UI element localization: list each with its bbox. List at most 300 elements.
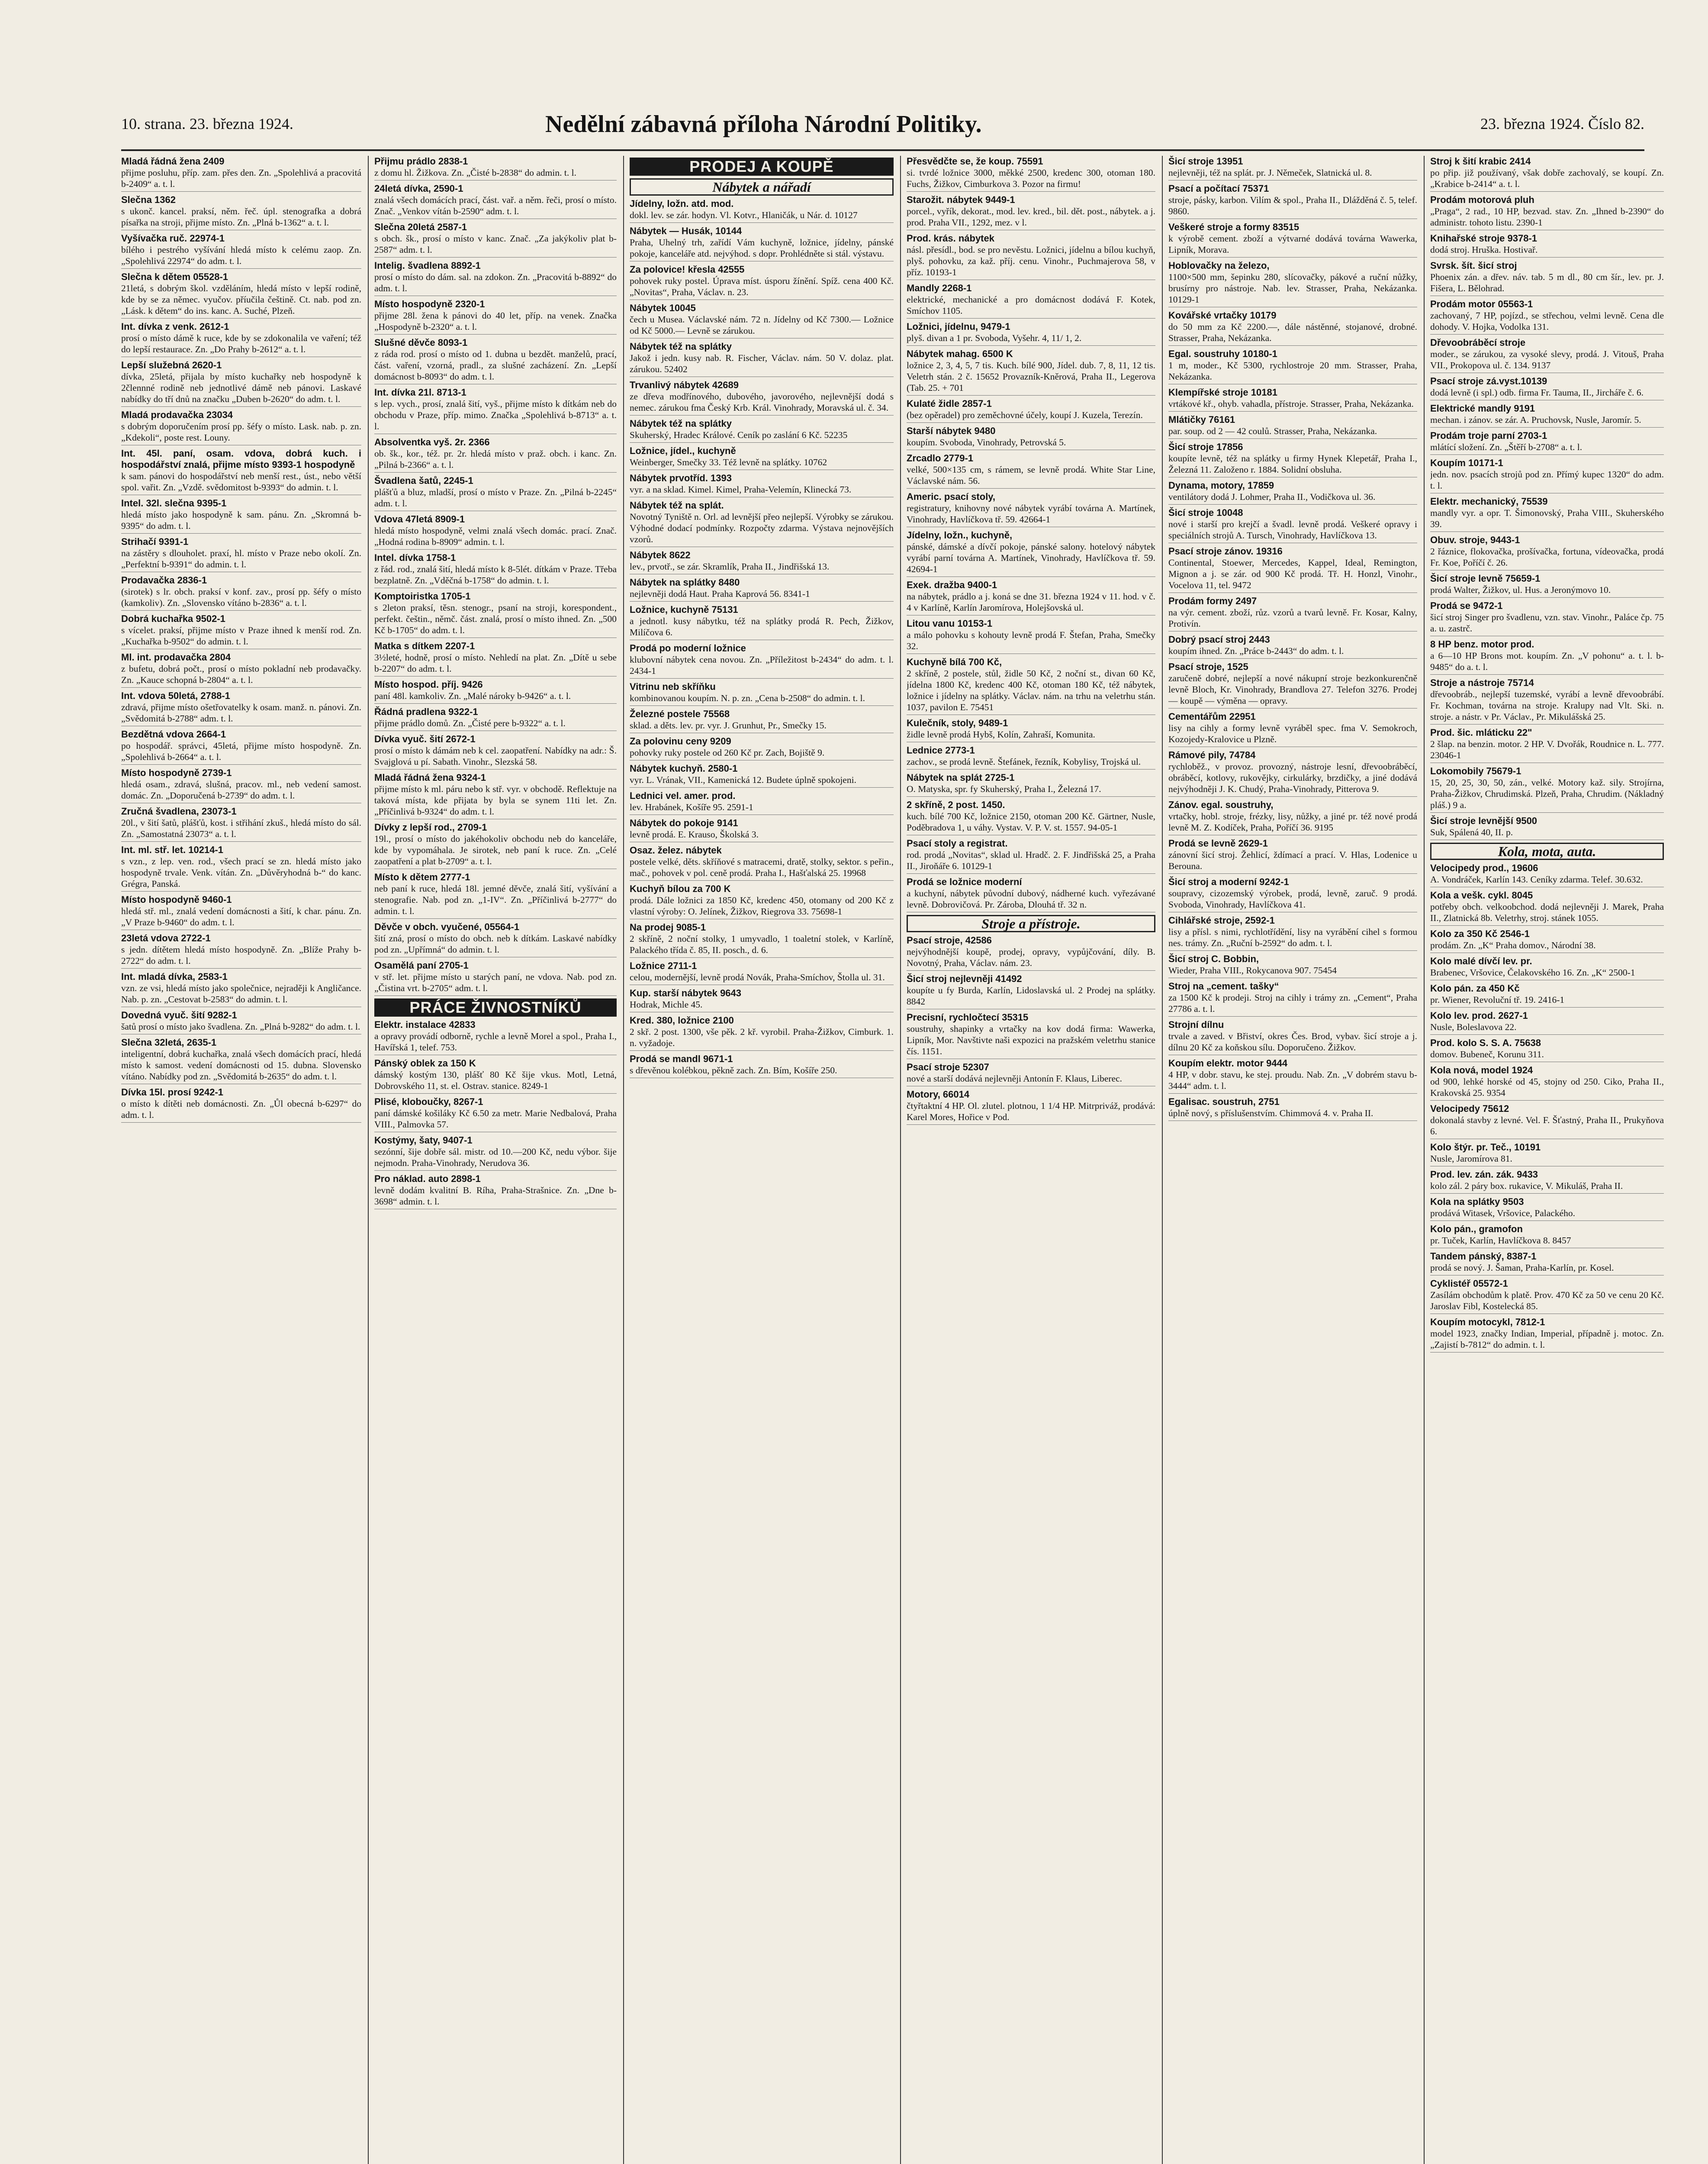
ad-title: Prodám motor 05563-1 [1430,299,1533,309]
ad-text: zánovní šicí stroj. Žehlicí, ždímací a prací. V. Hlas, Lodenice u Berouna. [1168,850,1417,871]
classified-ad [1430,1037,1664,1062]
classified-ad [374,183,617,219]
ad-title: Starožit. nábytek 9449-1 [907,194,1015,205]
ad-text: dokl. lev. se zár. hodyn. Vl. Kotvr., Hlaničák, u Nár. d. 10127 [630,210,858,220]
ad-text: koupíte levně, též na splátky u firmy Hynek Klepetář, Praha I., Železná 11. Založeno r. 1884. Solidní obsluha. [1168,453,1417,475]
ad-text: (bez opěradel) pro zeměchovné účely, koupí J. Kuzela, Terezín. [907,410,1143,420]
ad-text: moder., se zárukou, za vysoké slevy, prodá. J. Vitouš, Praha VII., Prokopova ul. č. 134. 9137 [1430,349,1664,370]
classified-ad [374,260,617,296]
ad-text: jedn. nov. psacích strojů pod zn. Přímý kupec 1320“ do adm. t. l. [1430,469,1664,491]
ad-text: Hodrak, Michle 45. [630,999,703,1010]
ad-title: Kola nová, model 1924 [1430,1065,1533,1076]
header-date-right: 23. března 1924. Číslo 82. [1480,115,1644,132]
ad-title: Nábytek prvotříd. 1393 [630,473,732,483]
ad-text: Nusle, Boleslavova 22. [1430,1022,1517,1032]
classified-ad [1430,928,1664,953]
ad-text: 4 HP, v dobr. stavu, ke stej. proudu. Nab. Zn. „V dobrém stavu b-3444“ adm. t. l. [1168,1069,1417,1091]
ad-title: Knihařské stroje 9378-1 [1430,233,1538,244]
classified-ad [374,1096,617,1132]
classified-ad [374,437,617,473]
ad-title: Prodavačka 2836-1 [121,575,207,586]
ad-text: 2 řáznice, flokovačka, prošívačka, fortuna, vídeovačka, prodá Fr. Koe, Poříčí č. 26. [1430,546,1664,568]
ad-text: čech u Musea. Václavské nám. 72 n. Jídelny od Kč 7300.— Ložnice od Kč 5000.— Levně se zárukou. [630,314,894,336]
ad-text: prosí o místo do dám. sal. na zdokon. Zn. „Pracovitá b-8892“ do adm. t. l. [374,272,617,293]
ad-text: dodá stroj. Hruška. Hostivař. [1430,245,1538,255]
ad-text: sklad. a děts. lev. pr. vyr. J. Grunhut, Pr., Smečky 15. [630,720,827,731]
ad-text: pohovky ruky postele od 260 Kč pr. Zach, Bojiště 9. [630,747,825,758]
ad-text: bílého i pestrého vyšívání hledá místo k celému zaop. Zn. „Spolehlivá 22974“ do adm. t. l. [121,245,361,266]
ad-text: nové a starší dodává nejlevněji Antonín F. Klaus, Liberec. [907,1073,1123,1084]
classified-ad [907,530,1155,577]
classified-ad [1430,376,1664,400]
ad-text: s vzn., z lep. ven. rod., všech prací se zn. hledá místo jako hospodyně trvale. Venk. vítán. Zn. „Důvěryhodná b-“ do kanc. Grégra, Panská. [121,856,361,889]
classified-ad [121,409,361,445]
ad-text: lev., prvotř., se zár. Skramlík, Praha II., Jindřišská 13. [630,561,830,572]
ad-title: Int. ml. stř. let. 10214-1 [121,844,223,855]
classified-ad [1168,414,1417,439]
classified-ad [1168,156,1417,180]
ad-title: Švadlena šatů, 2245-1 [374,475,473,486]
ad-text: rod. prodá „Novitas“, sklad ul. Hradč. 2. F. Jindřišská 25, a Praha II., Jiroňáře 6. 10129-1 [907,850,1155,871]
page-header [121,110,1644,149]
ad-text: Zasílám obchodům k platě. Prov. 470 Kč za 50 ve cenu 20 Kč. Jaroslav Fibl, Kostelecká 85. [1430,1290,1664,1311]
ad-title: Kolo štýr. pr. Teč., 10191 [1430,1142,1541,1153]
ad-title: Nábytek též na splát. [630,500,724,511]
ad-title: Psací a počítací 75371 [1168,183,1269,194]
classified-ad [907,321,1155,346]
classified-ad [1430,677,1664,725]
ad-text: a kuchyní, nábytek původní dubový, nádherné kuch. vyřezávané levně. Dobrovičová. Pr. Zároba, Dlouhá tř. 32 n. [907,888,1155,910]
ad-title: Přijmu prádlo 2838-1 [374,156,468,167]
ad-title: Prodám motorová pluh [1430,194,1534,205]
ad-title: Strojní dílnu [1168,1019,1224,1030]
ad-title: Tandem pánský, 8387-1 [1430,1251,1537,1262]
classified-ad [1430,1196,1664,1221]
ad-title: Psací stroje, 1525 [1168,661,1248,672]
ad-text: na nábytek, prádlo a j. koná se dne 31. března 1924 v 11. hod. v č. 4 v Karlíně, Karlín Jaromírova, Holejšovská ul. [907,591,1155,613]
classified-ad [1430,766,1664,813]
classified-ad [1430,1169,1664,1194]
ad-text: Weinberger, Smečky 33. Též levně na splátky. 10762 [630,457,827,467]
classified-ad [630,818,894,842]
ad-title: Psací stroje, 42586 [907,935,992,946]
ad-text: zaručeně dobré, nejlepší a nové nákupní stroje bezkonkurenčně levně Bloch, Kr. Vinohrady, Brandlova 27. Telefon 3276. Prodej — koupě — výměna — opravy. [1168,673,1417,706]
classified-ad [1168,596,1417,631]
ad-title: Prodá po moderní ložnice [630,643,746,654]
classified-ad [630,380,894,415]
ad-title: Kola a vešk. cykl. 8045 [1430,890,1533,901]
ad-text: ob. šk., kor., též. pr. 2r. hledá místo v praž. obch. i kanc. Zn. „Pilná b-2366“ a. t. l. [374,448,617,470]
ad-text: „Praga“, 2 rad., 10 HP, bezvad. stav. Zn. „Ihned b-2390“ do administr. tohoto listu. 2390-1 [1430,206,1664,228]
ad-text: po hospodář. správci, 45letá, přijme místo hospodyně. Zn. „Spolehlivá b-2664“ a. t. l. [121,741,361,762]
classified-ad [630,1053,894,1078]
ad-title: Prodám troje parní 2703-1 [1430,430,1547,441]
classified-ad [1168,799,1417,835]
classified-ad [1168,838,1417,874]
classified-ad [121,652,361,688]
ad-text: sezónní, šije dobře sál. mistr. od 10.—200 Kč, nedu výbor. šije nejmodn. Praha-Vinohrady, Nerudova 36. [374,1146,617,1168]
ad-title: Pánský oblek za 150 K [374,1058,476,1069]
classified-ad [630,550,894,574]
classified-ad [630,643,894,679]
ad-text: s dobrým doporučením prosí pp. šéfy o místo. Lask. nab. p. zn. „Kdekoli“, poste rest. Louny. [121,421,361,443]
ad-title: Jídelny, ložn., kuchyně, [907,530,1013,541]
ad-text: dodá levně (i spl.) odb. firma Fr. Tauma, II., Jircháře č. 6. [1430,387,1644,398]
classified-ad [630,604,894,640]
ad-text: ložnice 2, 3, 4, 5, 7 tis. Kuch. bílé 900, Jídel. dub. 7, 8, 11, 12 tis. Veletrh stán. 2 č. 15652 Provazník-Kněrová, Praha II., Legerova (Tab. 25. + 701 [907,360,1155,393]
ad-text: trvale a zaved. v Břiství, okres Čes. Brod, vybav. šicí stroje a j. dílnu 20 Kč za koňskou sílu. Doporučeno. Žižkov. [1168,1031,1417,1053]
ad-text: 15, 20, 25, 30, 50, zán., velké. Motory kaž. sily. Strojírna, Praha-Žižkov, Chrudimská. Plzeň, Praha, Chrudim. (Nákladný pláš.) 9 a. [1430,777,1664,810]
classified-ad [1168,546,1417,593]
ad-title: Intel. 32l. slečna 9395-1 [121,498,227,509]
ad-title: Dívky z lepší rod., 2709-1 [374,822,487,833]
ad-title: Nábytek též na splátky [630,418,732,429]
classified-ad [1430,600,1664,636]
ad-title: Int. dívka z venk. 2612-1 [121,321,229,332]
ad-title: Nábytek do pokoje 9141 [630,818,738,828]
classified-ad [1168,876,1417,912]
ad-title: Int. vdova 50letá, 2788-1 [121,690,230,701]
classified-ad [630,883,894,919]
ad-text: nejlevněji dodá Haut. Praha Kaprová 56. 8341-1 [630,589,810,599]
ad-title: Obuv. stroje, 9443-1 [1430,535,1520,545]
ad-title: Vdova 47letá 8909-1 [374,514,465,525]
ad-text: po přip. již používaný, však dobře zachovalý, se koupí. Zn. „Krabice b-2414“ a. t. l. [1430,167,1664,189]
ad-title: Zánov. egal. soustruhy, [1168,799,1274,810]
ad-text: do 50 mm za Kč 2200.—, dále nástěnné, stojanové, drobné. Strasser, Praha, Nekázanka. [1168,322,1417,343]
classified-ad [374,772,617,819]
ad-text: k výrobě cement. zboží a výtvarné dodává továrna Wawerka, Lipník, Morava. [1168,233,1417,255]
ad-text: s ukonč. kancel. praksí, něm. řeč. úpl. stenografka a dobrá písařka na stroji, přijme místo. Zn. „Plná b-1362“ a. t. l. [121,206,361,228]
ad-text: pohovek ruky postel. Úprava míst. úsporu žínění. Spíž. cena 400 Kč. „Novitas“, Praha, Václav. n. 23. [630,276,894,297]
classified-ad [630,708,894,733]
ad-text: dámský kostým 130, plášť 80 Kč šije vkus. Motl, Letná, Dobrovského 11, st. el. Ostrav. stanice. 8249-1 [374,1069,617,1091]
classified-ad [1430,299,1664,335]
ad-title: Mladá řádná žena 9324-1 [374,772,486,783]
classified-ad [374,1173,617,1209]
ad-title: Velocipedy prod., 19606 [1430,863,1538,873]
classified-ad [1168,981,1417,1017]
classified-ad [121,806,361,842]
ad-text: mandly vyr. a opr. T. Šimonovský, Praha VIII., Skuherského 39. [1430,508,1664,529]
classified-ad [121,690,361,726]
ad-text: pánské, dámské a dívčí pokoje, pánské salony. hotelový nábytek vyrábí parní továrna A. Martínek, Vinohrady, Havlíčkova tř. 59. 42694-1 [907,541,1155,574]
classified-ad [1168,1096,1417,1121]
ad-title: Prod. lev. zán. zák. 9433 [1430,1169,1538,1180]
ad-column-4 [907,156,1155,2164]
ad-text: Jakož i jedn. kusy nab. R. Fischer, Václav. nám. 50 V. dolaz. plat. zárukou. 52402 [630,353,894,374]
ad-title: Elektr. mechanický, 75539 [1430,496,1548,507]
classified-ad [907,838,1155,874]
column-divider [900,156,901,2164]
ad-title: Litou vanu 10153-1 [907,618,993,629]
classified-ad [1168,750,1417,797]
ad-column-2 [374,156,617,2164]
ad-title: Klempířské stroje 10181 [1168,387,1277,398]
ad-title: Dovedná vyuč. šití 9282-1 [121,1010,237,1021]
ad-title: Řádná pradlena 9322-1 [374,706,478,717]
classified-ad [1430,1142,1664,1166]
ad-text: znalá všech domácích prací, část. vař. a něm. řeči, prosí o místo. Znač. „Venkov vítán b-2590“ adm. t. l. [374,195,617,216]
classified-ad [630,303,894,338]
ad-title: Ložnice, jídel., kuchyně [630,445,736,456]
ad-text: a jednotl. kusy nábytku, též na splátky prodá R. Pech, Žižkov, Milíčova 6. [630,616,894,638]
ad-title: Šicí stroj a moderní 9242-1 [1168,876,1289,887]
ad-text: prodá. Dále ložnici za 1850 Kč, kredenc 450, otomany od 200 Kč z vlastní výroby: O. Jelínek, Žižkov, Riegrova 33. 75698-1 [630,895,894,917]
subsection-kola: Kola, mota, auta. [1430,843,1664,860]
ad-title: 23letá vdova 2722-1 [121,933,211,944]
classified-ad [630,198,894,223]
ad-text: Skuherský, Hradec Králové. Ceník po zaslání 6 Kč. 52235 [630,430,848,440]
ad-text: paní 48l. kamkoliv. Zn. „Malé nároky b-9426“ a. t. l. [374,691,571,701]
ad-text: Praha, Uhelný trh, zařídí Vám kuchyně, ložnice, jídelny, pánské pokoje, kanceláře atd. nejvýhod. s dopr. Prohlédněte si stál. výstavu. [630,237,894,259]
ad-text: kuch. bílé 700 Kč, ložnice 2150, otoman 200 Kč. Gärtner, Nusle, Poděbradova 1, u váhy. Vystav. V. P. V. st. 1557. 94-05-1 [907,811,1155,833]
ad-text: prodá se nový. J. Šaman, Praha-Karlín, pr. Kosel. [1430,1262,1614,1273]
ad-title: Stroj na „cement. tašky“ [1168,981,1279,992]
ad-text: s 2leton praksí, těsn. stenogr., psaní na stroji, korespondent., perfekt. češtin., němč. část. znalá, prosí o místo ihned. Zn. „500 Kč b-1705“ do adm. t. l. [374,602,617,635]
classified-ad [907,718,1155,742]
ad-text: přijme místo k ml. páru nebo k stř. vyr. v obchodě. Reflektuje na taková místa, kde přijata by byla se synem 11ti let. Zn. „Příčinlivá b-9324“ do adm. t. l. [374,784,617,817]
ad-title: Vitrinu neb skříňku [630,681,716,692]
classified-ad [121,536,361,572]
classified-ad [630,225,894,261]
classified-ad [630,341,894,377]
classified-ad [374,337,617,384]
ad-text: elektrické, mechanické a pro domácnost dodává F. Kotek, Smíchov 1105. [907,294,1155,316]
ad-text: z bufetu, dobrá počt., prosí o místo pokladní neb prodavačky. Zn. „Kauce schopná b-2804“ a. t. l. [121,663,361,685]
ad-text: mechan. i zánov. se zár. A. Pruchovsk, Nusle, Jaromír. 5. [1430,415,1641,425]
ad-text: s lep. vych., prosí, znalá šití, vyš., přijme místo k dítkám neb do obchodu v Praze, příp. mimo. Značka „Spolehlivá b-8713“ a. t. l. [374,399,617,432]
classified-ad [121,729,361,765]
classified-ad [630,264,894,300]
ad-text: zachovaný, 7 HP, pojízd., se střechou, velmi levně. Cena dle dohody. V. Hojka, Vodolka 131. [1430,310,1664,332]
classified-ad [1430,457,1664,493]
ad-title: Exek. dražba 9400-1 [907,580,997,590]
ad-text: z řád. rod., znalá šití, hledá místo k 8-5lét. dítkám v Praze. Třeba bezplatně. Zn. „Vděčná b-1758“ do admin. t. l. [374,564,617,586]
classified-ad [1168,183,1417,219]
ad-title: Kovářské vrtačky 10179 [1168,310,1277,321]
ad-text: levně dodám kvalitní B. Ríha, Praha-Strašnice. Zn. „Dne b-3698“ admin. t. l. [374,1185,617,1207]
ad-text: Continental, Stoewer, Mercedes, Kappel, Ideal, Remington, Mignon a j. se zár. od 900 Kč prodá. Tř. H. Honzl, Vinohr., Vocelova 11, tel. 9472 [1168,557,1417,590]
ad-title: Prodá se mandl 9671-1 [630,1053,733,1064]
classified-ad [630,500,894,547]
ad-text: soupravy, cizozemský výrobek, prodá, levně, zaruč. 9 prodá. Svoboda, Vinohrady, Havlíčkova 41. [1168,888,1417,910]
ad-text: lev. Hrabánek, Košíře 95. 2591-1 [630,802,753,812]
section-banner-prodej: PRODEJ A KOUPĚ [630,158,894,176]
ad-title: Slečna 32letá, 2635-1 [121,1037,217,1048]
classified-ad [907,876,1155,912]
classified-ad [1430,194,1664,230]
classified-ad [907,348,1155,396]
ad-text: šicí stroj Singer pro švadlenu, vzn. stav. Vinohr., Paláce čp. 75 a. u. zastrč. [1430,612,1664,634]
classified-ad [121,971,361,1007]
ad-title: Nábytek — Husák, 10144 [630,225,742,236]
ad-title: Šicí stroje levně 75659-1 [1430,573,1541,584]
classified-ad [1168,953,1417,978]
ad-text: celou, modernější, levně prodá Novák, Praha-Smíchov, Štolla ul. 31. [630,972,885,982]
ad-text: prosí o místo k dámám neb k cel. zaopatření. Nabídky na adr.: Š. Svajglová u pí. Sabath. Vinohr., Slezská 58. [374,745,617,767]
ad-text: vrtačky, hobl. stroje, frézky, lisy, nůžky, a jiné pr. též nové prodá levně M. Z. Kodíček, Praha, Poříčí 36. 9195 [1168,811,1417,833]
ad-title: Kolo za 350 Kč 2546-1 [1430,928,1530,939]
ad-title: Osamělá paní 2705-1 [374,960,469,971]
ad-title: Mandly 2268-1 [907,283,972,293]
ad-text: 21letá, s dobrým škol. vzděláním, hledá místo v lepší rodině, kde by se za němec. vyučov. příučila češtině. Ct. nab. pod zn. „Lásk. k dětem“ do ins. kanc. A. Suché, Plzeň. [121,283,361,316]
classified-ad [1168,1019,1417,1055]
ad-text: registratury, knihovny nové nábytek vyrábí továrna A. Martínek, Vinohrady, Havlíčkova tř. 59. 42664-1 [907,503,1155,525]
ad-title: Absolventka vyš. 2r. 2366 [374,437,490,448]
ad-title: Šicí stroj C. Bobbin, [1168,953,1259,964]
ad-title: Kulaté židle 2857-1 [907,398,992,409]
classified-ad [630,988,894,1012]
classified-ad [630,960,894,985]
classified-ad [907,745,1155,770]
ad-text: s jedn. dítětem hledá místo hospodyně. Zn. „Blíže Prahy b-2722“ do adm. t. l. [121,944,361,966]
ad-title: Kup. starší nábytek 9643 [630,988,742,998]
ad-title: Nábytek na splát 2725-1 [907,772,1015,783]
ad-text: lisy na cihly a formy levně vyráběl spec. fma V. Semokroch, Kozojedy-Kralovice u Plzně. [1168,723,1417,744]
ad-text: Wieder, Praha VIII., Rokycanova 907. 75454 [1168,965,1337,976]
subsection-nabytek: Nábytek a nářadí [630,178,894,196]
ad-text: na zástěry s dlouholet. praxí, hl. místo v Praze nebo okolí. Zn. „Perfektní b-9391“ do admin. t. l. [121,548,361,570]
header-title: Nedělní zábavná příloha Národní Politiky. [545,111,982,138]
ad-text: na výr. cement. zboží, růz. vzorů a tvarů levně. Fr. Kosar, Kalny, Protivín. [1168,607,1417,629]
classified-ad [374,734,617,770]
ad-title: Int. dívka 21l. 8713-1 [374,387,466,398]
classified-ad [1430,1317,1664,1352]
ad-text: mlátící složení. Zn. „Štěří b-2708“ a. t. l. [1430,442,1583,452]
ad-text: prodává Witasek, Vršovice, Palackého. [1430,1208,1575,1218]
classified-ad [907,973,1155,1009]
classified-ad [374,156,617,180]
ad-title: Prodá se levně 2629-1 [1168,838,1268,849]
ad-text: úplně nový, s příslušenstvím. Chimmová 4. v. Praha II. [1168,1108,1373,1118]
classified-ad [374,222,617,258]
ad-text: 2 šlap. na benzin. motor. 2 HP. V. Dvořák, Roudnice n. L. 777. 23046-1 [1430,739,1664,760]
ad-text: rychloběž., v provoz. provozný, nástroje lesní, dřevoobráběcí, obráběcí, kotlovy, rukovějky, cirkulárky, brzdičky, a jiné dodává nejvýhodněji J. K. Chudý, Praha-Vinohrady, Pitterova 9. [1168,761,1417,794]
ad-title: Jídelny, ložn. atd. mod. [630,198,734,209]
ad-text: Brabenec, Vršovice, Čelakovského 16. Zn. „K“ 2500-1 [1430,967,1635,978]
classified-ad [121,844,361,892]
ad-title: Kolo malé dívčí lev. pr. [1430,956,1532,966]
ad-text: přijme posluhu, příp. zam. přes den. Zn. „Spolehlivá a pracovitá b-2409“ a. t. l. [121,167,361,189]
classified-ad [907,398,1155,423]
ad-text: dokonalá stavby z levné. Vel. F. Šťastný, Praha II., Prukyňova 6. [1430,1115,1664,1137]
ad-text: hledá místo jako hospodyně k sam. pánu. Zn. „Skromná b-9395“ do adm. t. l. [121,509,361,531]
ad-text: hledá místo hospodyně, velmi znalá všech domác. prací. Znač. „Hodná rodina b-8909“ admin. t. l. [374,525,617,547]
classified-ad [907,425,1155,450]
classified-ad [1430,727,1664,763]
classified-ad [630,445,894,470]
ad-title: Dřevoobráběcí stroje [1430,337,1526,348]
classified-ad [1430,156,1664,192]
classified-ad [1168,661,1417,708]
ad-title: Elektrické mandly 9191 [1430,403,1535,414]
classified-ad [907,1012,1155,1059]
ad-text: 3½leté, hodně, prosí o místo. Nehledí na plat. Zn. „Dítě u sebe b-2207“ do adm. t. l. [374,652,617,674]
ad-title: Lepší služebná 2620-1 [121,360,222,370]
ad-title: Nábytek kuchyň. 2580-1 [630,763,738,774]
classified-ad [630,681,894,706]
ad-title: Osaz. želez. nábytek [630,845,722,856]
classified-ad [1430,1224,1664,1248]
classified-ad [121,233,361,269]
ad-text: kombinovanou koupím. N. p. zn. „Cena b-2508“ do admin. t. l. [630,693,865,703]
ad-title: Kred. 380, ložnice 2100 [630,1015,734,1026]
ad-text: model 1923, značky Indian, Imperial, případně j. motoc. Zn. „Zajistí b-7812“ do admin. t. l. [1430,1328,1664,1350]
classified-ad [1430,890,1664,926]
ad-title: Int. 45l. paní, osam. vdova, dobrá kuch. i hospodářství znalá, přijme místo 9393-1 hospodyně [121,448,361,470]
ad-text: hledá stř. ml., znalá vedení domácnosti a šití, k char. pánu. Zn. „V Praze b-9460“ do adm. t. l. [121,906,361,927]
ad-title: Lokomobily 75679-1 [1430,766,1521,776]
header-rule [121,149,1644,151]
ad-title: Dobrá kuchařka 9502-1 [121,613,225,624]
ad-title: Prodám formy 2497 [1168,596,1257,606]
classified-ad [1430,496,1664,532]
ad-title: Za polovinu ceny 9209 [630,736,731,747]
classified-ad [1430,1010,1664,1035]
ad-title: Lednice 2773-1 [907,745,975,756]
ad-text: pr. Wiener, Revoluční tř. 19. 2416-1 [1430,995,1565,1005]
ad-title: Dobrý psací stroj 2443 [1168,634,1270,645]
classified-ad [1168,1058,1417,1094]
classified-ad [1430,815,1664,840]
ad-text: Novotný Tyniště n. Orl. ad levnější přeo nejlepší. Výrobky se zárukou. Výhodné dodací podmínky. Rozpočty zdarma. Výstava nejnovějších vzorů. [630,512,894,544]
ad-title: Slušné děvče 8093-1 [374,337,468,348]
ad-text: a opravy provádí odborně, rychle a levně Morel a spol., Praha I., Havířská 1, telef. 753. [374,1031,617,1053]
ad-title: Intelig. švadlena 8892-1 [374,260,481,271]
ad-text: si. tvrdé ložnice 3000, měkké 2500, kredenc 300, otoman 180. Fuchs, Žižkov, Cimburkova 3. Pozor na firmu! [907,167,1155,189]
classified-ad [374,1058,617,1094]
ad-text: dívka, 25letá, přijala by místo kuchařky neb hospodyně k 2člennné rodině neb jednotlivé dámě neb pánovi. Laskavé nabídky do tří dnů na značku „Duben b-2620“ do adm. t. l. [121,371,361,404]
ad-text: pr. Tuček, Karlín, Havlíčkova 8. 8457 [1430,1235,1571,1246]
ad-text: lisy a přísl. s nimi, rychlotřídění, lisy na vyrábění cihel s formou nes. trámy. Zn. „Ruční b-2592“ do adm. t. l. [1168,927,1417,948]
ad-text: prodá Walter, Žižkov, ul. Hus. a Jeronýmovo 10. [1430,585,1611,595]
ad-title: Int. mladá dívka, 2583-1 [121,971,228,982]
ad-text: potřeby obch. velkoobchod. dodá nejlevněji J. Marek, Praha II., Zlatnická 8b. Veletrhy, stroj. stánek 1055. [1430,902,1664,923]
ad-text: přijme 28l. žena k pánovi do 40 let, příp. na venek. Značka „Hospodyně b-2320“ a. t. l. [374,310,617,332]
ad-title: Vyšívačka ruč. 22974-1 [121,233,225,244]
ad-title: 8 HP benz. motor prod. [1430,639,1534,650]
ad-text: k sam. pánovi do hospodářství neb menší rest., úst., nebo větší spol. vařit. Zn. „Vzdě. svědomitost b-9393“ do admin. t. l. [121,471,361,493]
classified-ad [907,935,1155,971]
ad-text: 1100×500 mm, šepinku 280, slícovačky, pákové a ruční nůžky, brusírny pro nástroje. Nab. lev. Strasser, Praha, Nekázanka. 10129-1 [1168,272,1417,305]
ad-text: kolo zál. 2 páry box. rukavice, V. Mikuláš, Praha II. [1430,1181,1623,1191]
classified-ad [1430,535,1664,570]
ad-text: ventilátory dodá J. Lohmer, Praha II., Vodičkova ul. 36. [1168,492,1376,502]
classified-ad [1168,711,1417,747]
ad-title: Šicí stroje 10048 [1168,507,1243,518]
classified-ad [907,799,1155,835]
classified-ad [1168,634,1417,659]
classified-ad [1168,480,1417,505]
ad-text: koupíte u fy Burda, Karlín, Lidoslavská ul. 2 Prodej na splátky. 8842 [907,985,1155,1007]
ad-title: Šicí stroje levnější 9500 [1430,815,1538,826]
classified-ad [907,491,1155,527]
classified-ad [907,156,1155,192]
classified-ad [630,736,894,760]
classified-ad [630,418,894,443]
classified-ad [374,641,617,676]
subsection-stroje: Stroje a přístroje. [907,915,1155,932]
ad-title: Psací stroje zánov. 19316 [1168,546,1283,557]
ad-text: Phoenix zán. a dřev. náv. tab. 5 m dl., 80 cm šír., lev. pr. J. Fišera, L. Bělohrad. [1430,272,1664,293]
classified-ad [121,156,361,192]
classified-ad [121,498,361,534]
classified-ad [374,552,617,588]
ad-title: Mladá prodavačka 23034 [121,409,233,420]
classified-ad [630,473,894,497]
classified-ad [630,845,894,881]
